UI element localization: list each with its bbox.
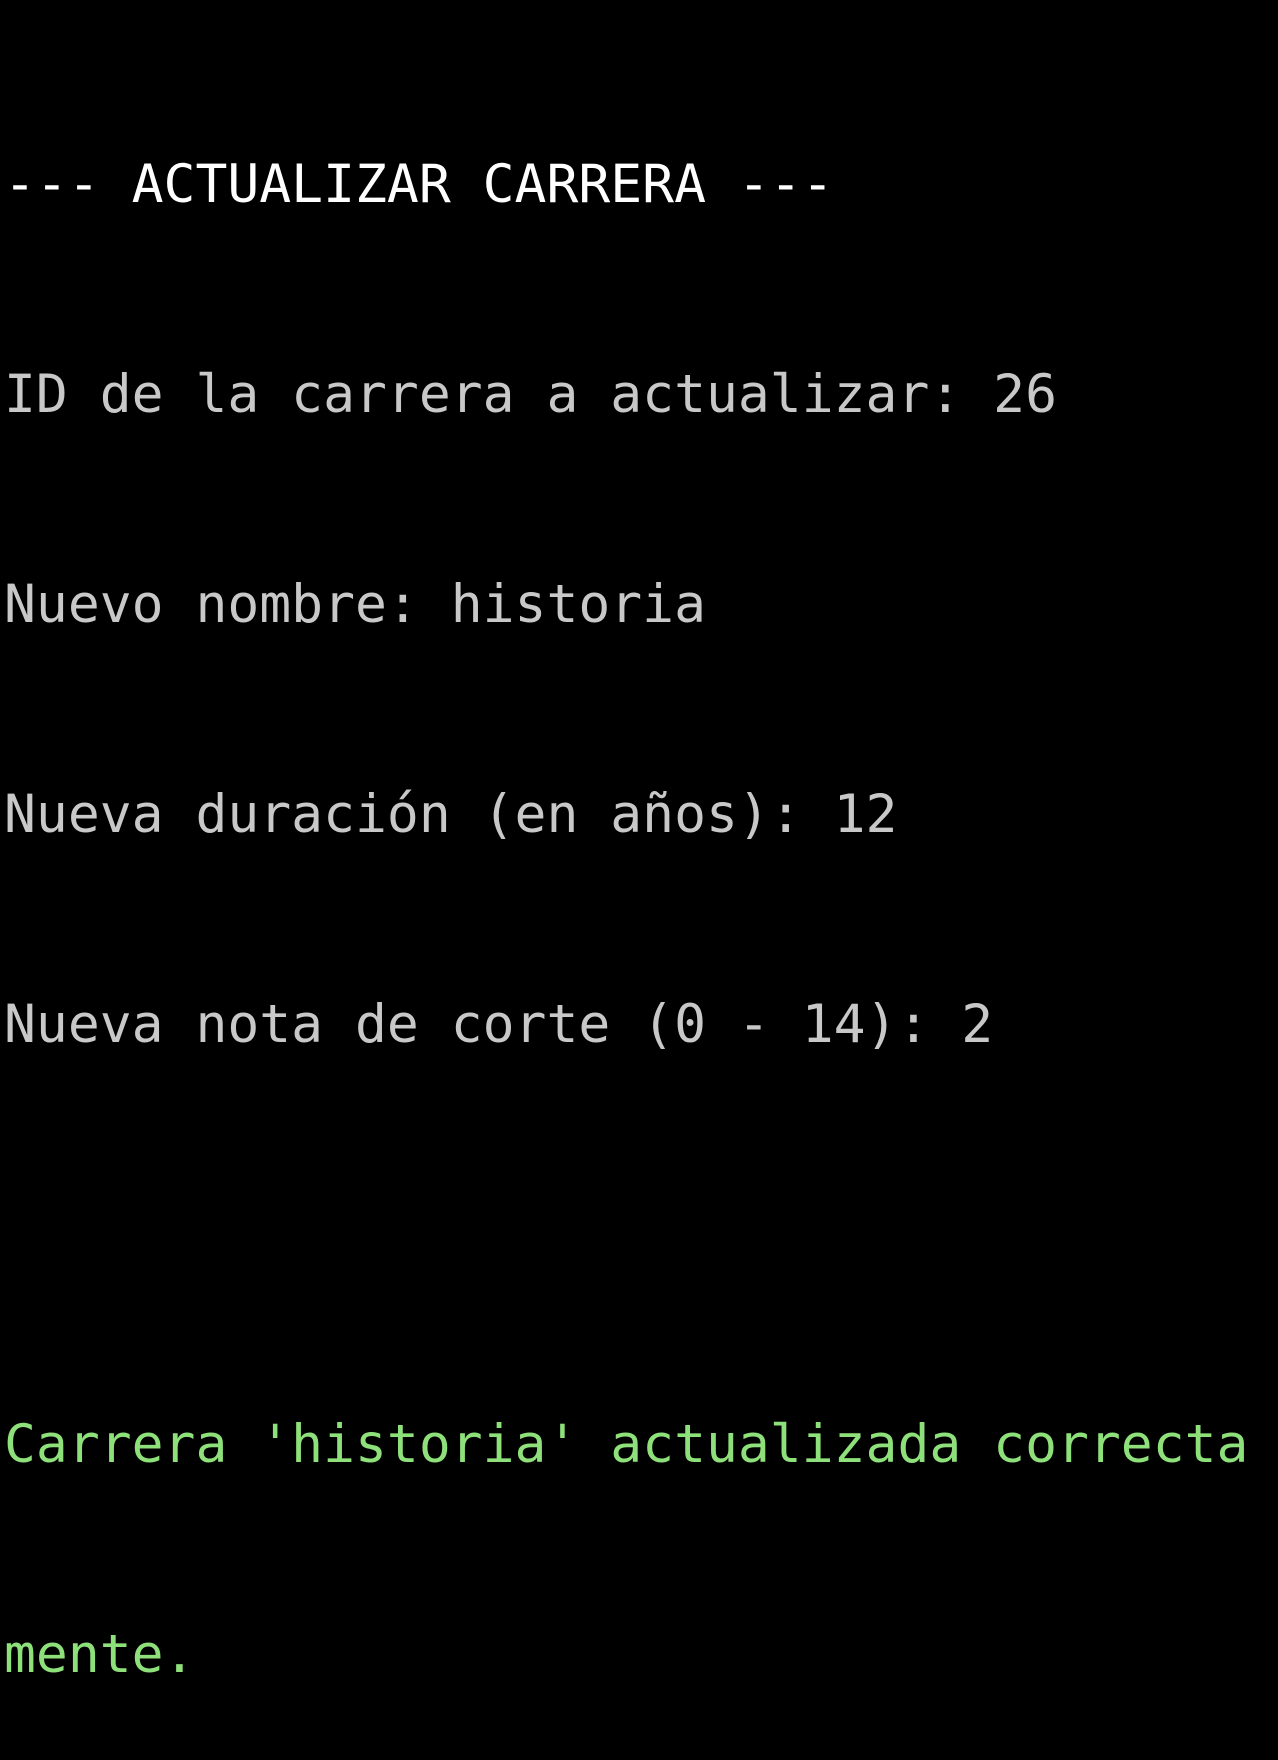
prompt-line-id [4,360,1278,430]
prompt-label: Nueva nota de corte (0 - 14): [4,994,962,1055]
prompt-line-cutoff [4,990,1278,1060]
blank-line [4,1200,1278,1270]
success-message-line-1: Carrera 'historia' actualizada correcta [4,1414,1249,1475]
prompt-label: ID de la carrera a actualizar: [4,364,994,425]
success-message-line-2: mente. [4,1624,196,1685]
prompt-label: Nuevo nombre: [4,574,451,635]
prompt-value: 26 [993,364,1057,425]
prompt-line-name [4,570,1278,640]
prompt-label: Nueva duración (en años): [4,784,834,845]
prompt-value: historia [450,574,707,635]
section-header: --- ACTUALIZAR CARRERA --- [4,154,834,215]
prompt-value: 12 [833,784,898,845]
prompt-value: 2 [961,994,994,1055]
prompt-line-duration [4,780,1278,850]
